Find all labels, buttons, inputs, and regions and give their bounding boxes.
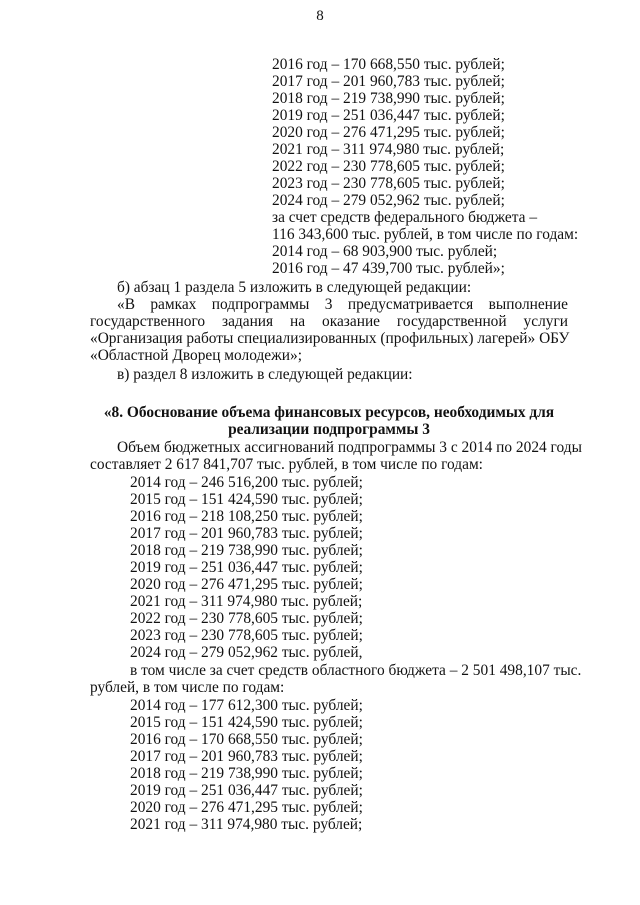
budget-line: 2024 год – 279 052,962 тыс. рублей,	[130, 644, 363, 661]
budget-line: 2024 год – 279 052,962 тыс. рублей;	[272, 192, 505, 209]
budget-line: 2014 год – 177 612,300 тыс. рублей;	[130, 697, 363, 714]
paragraph-line: Объем бюджетных ассигнований подпрограммы 3 с 2014 по 2024 годы	[117, 439, 582, 456]
budget-line: 2021 год – 311 974,980 тыс. рублей;	[272, 141, 505, 158]
budget-line: 2018 год – 219 738,990 тыс. рублей;	[272, 90, 505, 107]
item-v: в) раздел 8 изложить в следующей редакции:	[117, 366, 413, 383]
section-heading-line2: реализации подпрограммы 3	[228, 421, 430, 438]
budget-line: 2018 год – 219 738,990 тыс. рублей;	[130, 765, 363, 782]
budget-line: 2021 год – 311 974,980 тыс. рублей;	[130, 593, 363, 610]
budget-line: 2016 год – 47 439,700 тыс. рублей»;	[272, 260, 505, 277]
budget-line: 2020 год – 276 471,295 тыс. рублей;	[130, 799, 363, 816]
budget-line: 2016 год – 170 668,550 тыс. рублей;	[272, 56, 505, 73]
budget-line: 2015 год – 151 424,590 тыс. рублей;	[130, 714, 363, 731]
budget-line: 2018 год – 219 738,990 тыс. рублей;	[130, 542, 363, 559]
budget-line: 2017 год – 201 960,783 тыс. рублей;	[272, 73, 505, 90]
budget-line: 2016 год – 218 108,250 тыс. рублей;	[130, 508, 363, 525]
federal-budget-total: 116 343,600 тыс. рублей, в том числе по годам:	[272, 226, 579, 243]
paragraph-line: составляет 2 617 841,707 тыс. рублей, в том числе по годам:	[90, 456, 483, 473]
paragraph-line: рублей, в том числе по годам:	[90, 679, 285, 696]
budget-line: 2019 год – 251 036,447 тыс. рублей;	[130, 559, 363, 576]
budget-line: 2014 год – 246 516,200 тыс. рублей;	[130, 474, 363, 491]
budget-line: 2023 год – 230 778,605 тыс. рублей;	[130, 627, 363, 644]
budget-line: 2015 год – 151 424,590 тыс. рублей;	[130, 491, 363, 508]
budget-line: 2017 год – 201 960,783 тыс. рублей;	[130, 748, 363, 765]
budget-line: 2017 год – 201 960,783 тыс. рублей;	[130, 525, 363, 542]
budget-line: 2014 год – 68 903,900 тыс. рублей;	[272, 243, 498, 260]
quote-line: государственного задания на оказание государственной услуги	[90, 313, 568, 330]
budget-line: 2020 год – 276 471,295 тыс. рублей;	[272, 124, 505, 141]
quote-line: «Организация работы специализированных (профильных) лагерей» ОБУ	[90, 330, 570, 347]
quote-line: «Областной Дворец молодежи»;	[90, 347, 302, 364]
section-heading-line1: «8. Обоснование объема финансовых ресурсов, необходимых для	[103, 404, 555, 421]
budget-line: 2016 год – 170 668,550 тыс. рублей;	[130, 731, 363, 748]
budget-line: 2023 год – 230 778,605 тыс. рублей;	[272, 175, 505, 192]
budget-line: 2022 год – 230 778,605 тыс. рублей;	[130, 610, 363, 627]
federal-budget-label: за счет средств федерального бюджета –	[272, 209, 538, 226]
budget-line: 2020 год – 276 471,295 тыс. рублей;	[130, 576, 363, 593]
page-number: 8	[316, 8, 324, 24]
paragraph-line: в том числе за счет средств областного бюджета – 2 501 498,107 тыс.	[130, 662, 582, 679]
budget-line: 2022 год – 230 778,605 тыс. рублей;	[272, 158, 505, 175]
item-b: б) абзац 1 раздела 5 изложить в следующей редакции:	[117, 279, 472, 296]
quote-line: «В рамках подпрограммы 3 предусматривается выполнение	[117, 296, 568, 313]
budget-line: 2021 год – 311 974,980 тыс. рублей;	[130, 816, 363, 833]
budget-line: 2019 год – 251 036,447 тыс. рублей;	[130, 782, 363, 799]
budget-line: 2019 год – 251 036,447 тыс. рублей;	[272, 107, 505, 124]
